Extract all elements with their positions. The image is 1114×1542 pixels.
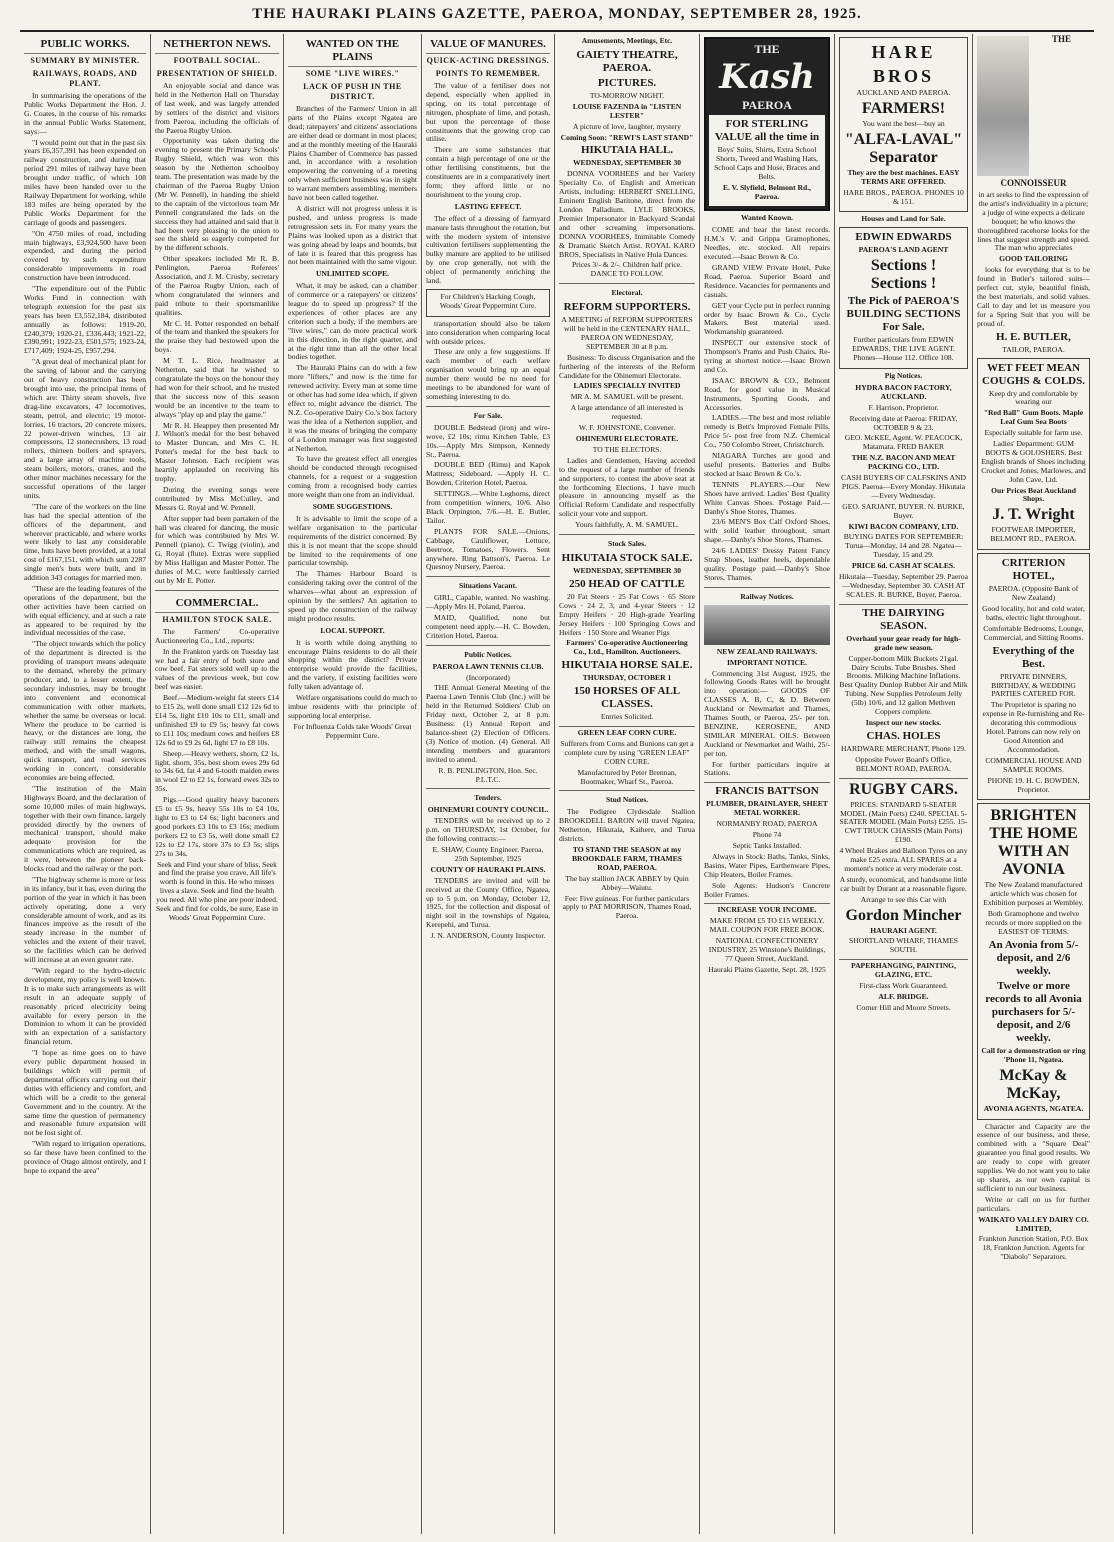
advert-title: CHAS. HOLES [866,729,941,742]
subheadline: SOME "LIVE WIRES." [305,69,400,78]
advert-text: "Red Ball" Gum Boots. Maple Leaf Gum Sea Boots [983,408,1084,427]
advert-text: ALF. BRIDGE. [878,992,929,1001]
paragraph: The Farmers' Co-operative Auctioneering Co., Ltd., reports: [155,626,279,645]
advert-text: A sturdy, economical, and handsome little car built by Durant at a reasonable figure. [839,874,968,893]
electoral-title: OHINEMURI ELECTORATE. [575,434,679,443]
advert-subtitle: GOOD TAILORING [999,254,1068,264]
section-label: Stud Notices. [605,795,649,805]
electoral-text: A MEETING of REFORM SUPPORTERS will be held in the CENTENARY HALL, PAEROA ON WEDNESDAY, SEPTEMBER 30 at 8 p.m. [561,315,693,351]
column-wanted-on-plains [283,34,421,1534]
show-time: TO-MORROW NIGHT. [589,90,665,100]
column-public-works [20,34,150,1534]
railway-title: NEW ZEALAND RAILWAYS. [716,646,818,656]
advert-title: INCREASE YOUR INCOME. [717,905,817,915]
railway-text: For further particulars inquire at Stations. [704,759,830,778]
advert-title: GREEN LEAF CORN CURE. [577,728,677,738]
advert-text: Twelve or more records to all Avonia purchasers for 5/- deposit, and 2/6 weekly. [985,979,1082,1044]
advert-text: FOOTWEAR IMPORTER, BELMONT RD., PAEROA. [990,525,1077,544]
paragraph: "The care of the workers on the line has had the special attention of the officers of the department, and wherever practicable, and where works were likely to last any considerable time, huts have been provided, at a total cost of £167,151, with which sum 2287 single men's huts were built, and in addition 343 cottages for married men. [24,501,146,583]
event-date: WEDNESDAY, SEPTEMBER 30 [572,158,682,168]
advert-text: FOR STERLING VALUE all the time in [714,118,820,143]
event-text: DONNA VOORHEES and her Variety Specialty Co. of English and American Artists, including: HERBERT SNELLING, Eminent English Baritone, direct from the London Palladium. LYLE BROOKS, Premier Impersonator in Backyard Scandal and other screaming impersonations. DONNA VOORHEES, Inimitable Comedy & Dramatic Sketch Artist. ROYAL KARO BROS, Specialists in Native Hula Dances. [559,169,695,259]
classified: INSPECT our extensive stock of Thompson's Prams and Push Chairs. Re-tyring at shortest notice.—Isaac Brown and Co. [704,338,830,374]
advert-text: Keep dry and comfortable by wearing our [989,388,1078,407]
advert-text: PAEROA'S LAND AGENT [858,245,949,255]
stud-text: The Pedigree Clydesdale Stallion BROOKDELL BARON will travel Ngatea, Netherton, Hikutaia, Kaihere, and Turua districts. [559,807,695,844]
pig-notice: F. Harrison, Proprietor. [868,402,939,412]
pig-notice: KIWI BACON COMPANY, LTD. [848,521,959,531]
paragraph: The Hauraki Plains can do with a few more "lifters," and now is the time for renewed activity. Every man at some time or other has had some idea which, if given effect to, might advance the district. The N.Z. Co-operative Dairy Co.'s box factory was the idea of a Netherton supplier, and it was the means of bringing the company of a London manager was first suggested at Netherton. [288,363,417,453]
advert-title: THE CONNOISSEUR [1000,34,1071,188]
advert-text: MAKE FROM £5 TO £15 WEEKLY. MAIL COUPON FOR FREE BOOK. [709,916,825,935]
paragraph: During the evening songs were contributed by Miss McCulley, and Messrs G. Royal and W. Pennell. [155,484,279,512]
logo-paeroa: PAEROA [742,98,792,112]
notice-subtitle: (Incorporated) [466,672,510,682]
gum-boots-advert [977,358,1090,551]
headline: COMMERCIAL. [155,597,279,613]
sale-date: WEDNESDAY, SEPTEMBER 30 [572,565,682,575]
paragraph: After supper had been partaken of the hall was cleared for dancing, the music for which was contributed by Mrs W. Pennell (piano), C. Twigg (violin), and G. Royal (flute). Extras were supplied by Miss Halligan and Master Potter. The duties of M.C. were faultlessly carried out by Mr E. Potter. [155,513,279,585]
kash-logo: Kash [719,57,815,97]
railway-text: Commencing 31st August, 1925, the following Goods Rates will be brought into operation:— GOODS OF CLASSES A, B, C, & D. Between Auckland or Newmarket and Thames, Thames South, or Paeroa, 25/- per ton. BENZINE, KEROSENE, AND SIMILAR MINERAL OILS. Between Auckland or Newmarket and Waihi, 25/- per ton. [704,668,830,758]
advert-title: PAPERHANGING, PAINTING, GLAZING, ETC. [851,961,956,980]
paragraph: Welfare organisations could do much to imbue residents with the principle of supporting local enterprise. [288,693,417,720]
advert-headline: FARMERS! [861,99,946,117]
electoral-signature: Yours faithfully, A. M. SAMUEL. [575,520,679,530]
pig-notice: THE N.Z. BACON AND MEAT PACKING CO., LTD. [851,453,956,472]
advert-text: NATIONAL CONFECTIONERY INDUSTRY, 25 Winstone's Buildings, 77 Queen Street, Auckland. [708,936,826,963]
advert-text: Inspect our new stocks. [865,717,942,727]
sale-headline: 150 HORSES OF ALL CLASSES. [573,685,681,711]
subheading: LASTING EFFECT. [454,201,522,211]
verse-advert: Seek and Find your share of bliss, Seek and find the praise you crave, All life's worth is found in this. He who misses lives a slave. Seek and find the health you need. All who pine are poor indeed. Seek and find for colds, be sure, Ease in Woods' Great Peppermint Cure. [156,859,278,922]
sale-headline: 250 HEAD OF CATTLE [569,577,685,590]
hall-name: HIKUTAIA HALL. [580,144,674,157]
advert-title: McKay & McKay, [999,1066,1068,1102]
advert-text: HARE BROS., PAEROA. PHONES 10 & 151. [843,187,964,206]
train-engraving [704,605,830,645]
advert-headline: "ALFA-LAVAL" Separator [844,130,963,166]
income-advert [704,903,830,974]
section-label: Tenders. [474,793,502,803]
classified: DOUBLE BED (Rimu) and Kapok Mattress; Sideboard. —Apply H. C. Bowden, Criterion Hotel, Paeroa. [426,460,550,488]
advert-text: HARDWARE MERCHANT, Phone 129. [841,743,966,753]
advert-text: E. V. Slyfield, Belmont Rd., Paeroa. [722,182,812,201]
paperhanging-advert [839,959,968,1013]
advert-text: HAURAKI AGENT. [870,925,937,935]
advert-text: Further particulars from EDWIN EDWARDS, THE LIVE AGENT. Phones—House 112. Office 108. [852,335,955,363]
section-railway-notices [704,587,830,779]
subheading: LOCAL SUPPORT. [320,625,385,635]
paragraph: These are only a few suggestions. If each member of each welfare organisation would bring up an equal number there would be no need for meetings to be abandoned for want of something interesting to do. [426,347,550,401]
sale-title: HIKUTAIA STOCK SALE. [561,551,693,564]
advert-title: WET FEET MEAN COUGHS & COLDS. [982,361,1085,387]
section-label: For Sale. [473,410,503,420]
remedy-advert: For Influenza Colds take Woods' Great Peppermint Cure. [293,721,412,740]
classified: LADIES.—The best and most reliable remedy is Bett's Improved Female Pills. Price 5/- post free from N.Z. Chemical Co., 750 Colombo Street, Christchurch. [704,413,830,450]
subheadline: SUMMARY BY MINISTER. [30,56,140,65]
electoral-signature: W. F. JOHNSTONE, Convener. [578,423,676,433]
column-kash-adverts [699,34,834,1534]
advert-text: Comfortable Bedrooms, Lounge, Commercial, and Sitting Rooms. [983,623,1084,642]
subheadline: POINTS TO REMEMBER. [435,69,541,78]
auctioneers: Farmers' Co-operative Auctioneering Co., Ltd., Hamilton. Auctioneers. [566,638,688,657]
avonia-advert [977,803,1090,1119]
film-title: LOUISE FAZENDA in "LISTEN LESTER" [572,101,682,120]
advert-text: AUCKLAND AND PAEROA. [856,88,951,97]
paragraph: transportation should also be taken into consideration when comparing local with outside prices. [426,318,550,346]
paragraph: Mr C. H. Potter responded on behalf of the team and thanked the speakers for the praise they had bestowed upon the boys. [155,318,279,355]
advert-text: Always in Stock: Baths, Tanks, Sinks, Basins, Water Pipes, Earthenware Pipes, Chip Heaters, Boiler Frames. [704,851,830,879]
paragraph: To have the greatest effect all energies should be conducted through recognised channels, for a request or a suggestion coming from a recognised body carries more weight than one from an individual. [288,454,417,500]
classified: 24/6 LADIES' Dressy Patent Fancy Strap Shoes, leather heels, dependable quality. Postage paid.—Danby's Shoe Stores, Thames. [704,546,830,582]
railway-subtitle: IMPORTANT NOTICE. [726,657,808,667]
paragraph: "The expenditure out of the Public Works Fund in connection with telegraph extension for the past six years has been £3,552,184, distributed annually as follows: 1919-20, £240,379; 1920-21, £336,443; 1921-22, £390,991; 1922-23, £501,575; 1923-24, £717,409; 1924-25, £957,294. [24,284,146,356]
advert-text: Frankton Junction Station, P.O. Box 18, Frankton Junction. Agents for "Diabolo" Separators. [978,1234,1089,1262]
classified: 23/6 MEN'S Box Calf Oxford Shoes, with solid leather throughout, smart shape.—Danby's Shoe Stores, Thames. [704,517,830,545]
notice-text: THE Annual General Meeting of the Paeroa Lawn Tennis Club (Inc.) will be held in the Returned Soldiers' Club on Friday next, October 2, at 8 p.m. Business: (1) Annual Report and balance-sheet (2) Election of Officers. (3) Notice of motion. (4) General. All intending members and guarantors invited to attend. [426,683,550,764]
electoral-title: REFORM SUPPORTERS. [563,301,691,314]
electoral-text: MR A. M. SAMUEL will be present. [570,392,684,402]
column-hare-bros [834,34,972,1534]
classified: TENNIS PLAYERS.—Our New Shoes have arrived. Ladies' Best Quality White Canvas Shoes. Postage Paid.—Danby's Shoe Stores, Thames. [704,479,830,516]
advert-text: Boys' Suits, Shirts, Extra School Shorts, Tweed and Washing Hats, School Caps and Hose, Braces and Belts. [714,145,820,181]
section-label: Situations Vacant. [459,581,517,591]
pig-notice: Receiving date at Paeroa: FRIDAY, OCTOBER 9 & 23. [849,413,958,432]
paragraph: Beef.—Medium-weight fat steers £14 to £15 2s, well done small £12 12s 6d to £14 5s, light £10 10s to £11, small and unfinished £9 to £9 5s; heavy fat cows to £11 10s; medium cows and heifers £8 12s 6d to £9 2s 6d, light £7 to £8 10s. [155,693,279,747]
classified: GET your Cycle put in perfect running order by Isaac Brown & Co., Cycle Makers. Best material used. Workmanship guaranteed. [704,300,830,337]
tender-signature: J. N. ANDERSON, County Inspector. [430,931,546,941]
paragraph: "The object towards which the policy of the department is directed is the providing of transport means adequate to the demand, whereby the primary producer, and, to a lesser extent, the secondary industries, may be brought into convenient and economical communication with other markets, whether the same be overseas or local. Where the produce to be carried is heavy, or the distances are long, the railway still remains the cheapest method, and with the small wagons, quick transport, and road services working in concert, considerable economies are being effected. [24,639,146,782]
kash-advert [704,37,830,211]
electoral-text: LADIES SPECIALLY INVITED [573,381,681,391]
advert-text: in art seeks to find the expression of the artist's individuality in a picture; a judge of wine expects a delicate bouquet; he who knows the thoroughbred racehorse looks for the lines that suggest strength and speed. The man who appreciates [977,190,1090,253]
advert-text: Arrange to see this Car with [860,894,947,904]
advert-text: They are the best machines. EASY TERMS ARE OFFERED. [847,167,960,186]
pig-notice: PRICE 6d. CASH AT SCALES. [851,561,956,571]
electoral-text: Business: To discuss Organisation and the furthering of the interests of the Reform Candidate for the Ohinemuri Electorate. [559,352,695,380]
headline: VALUE OF MANURES. [426,38,550,54]
headline: WANTED ON THE PLAINS [288,38,417,67]
subheadline: RAILWAYS, ROADS, AND PLANT. [32,69,138,88]
classified: DOUBLE Bedstead (iron) and wire-wove, £2 10s; rimu Kitchen Table, £3 10s.—Apply Mrs Simpson, Kennedy St., Paeroa. [426,422,550,459]
paragraph: Other speakers included Mr R. B. Penlington, Paeroa Referees' Association, and J. M. Crosby, secretary of the Paeroa Rugby Union, each of whom congratulated the winners and paid tribute to their sportsmanlike qualities. [155,254,279,317]
paragraph: It is worth while doing anything to encourage Plains residents to do all their shopping within the district? Private enterprise would provide the facilities, and the variety, if existing facilities were fully taken advantage of. [288,637,417,692]
advert-text: Copper-bottom Milk Buckets 21gal. Dairy Scrubs. Tube Brushes. Shed Brooms. Milking Machine Inflations. Best Quality Dunlop Rubber Air and Milk Tubing. New Supplies Petroleum Jelly (5lb) 10/6, and 12 gallon Methven Coppers complete. [839,653,968,717]
notice-signature: R. B. PENLINGTON, Hon. Sec. P.L.T.C. [438,765,538,784]
advert-text: PHONE 19. H. C. BOWDEN, Proprietor. [987,775,1080,794]
advert-text: Call for a demonstration or ring 'Phone 11, Ngatea. [981,1045,1086,1064]
paragraph: "With regard to irrigation operations, so far these have been confined to the province of Otago almost entirely, and I hope to expand the area" [24,1139,146,1175]
kash-advert-body [709,115,825,206]
advert-title: CRITERION HOTEL, [1001,557,1066,583]
advert-title: J. T. Wright [992,506,1075,524]
section-stock-sales [559,534,695,722]
green-leaf-advert [559,726,695,786]
film-tagline: A picture of love, laughter, mystery [573,121,681,131]
paragraph: It is advisable to limit the scope of a welfare organisation to the particular requirements of the district concerned. By this it is not meant that the scope should be limited to the requirements of one particular township. [288,513,417,568]
advert-text: Sufferers from Corns and Bunions can get a complete cure by using "GREEN LEAF" CORN CURE. [560,738,694,766]
advert-text: Ladies' Department: GUM BOOTS & GOLOSHERS. Best English brands of Shoes including Crocket and Jones, Marlowes, and John Cave, Ltd. [981,439,1086,484]
advert-text: Character and Capacity are the essence of our business, and these, combined with a "Square Deal" guarantee you final good results. We are ready to cope with greater supplies. We do not want you to take up shares, as our own capital is sufficient to run our business. [977,1121,1090,1193]
advert-text: Everything of the Best. [992,644,1075,670]
advert-text: SHORTLAND WHARF, THAMES SOUTH. [849,936,958,955]
section-for-sale [426,406,550,572]
masthead: THE HAURAKI PLAINS GAZETTE, PAEROA, MONDAY, SEPTEMBER 28, 1925. [252,6,862,22]
advert-text: PAEROA. (Opposite Bank of New Zealand) [988,584,1079,603]
section-label: Amusements, Meetings, Etc. [581,36,673,45]
rugby-cars-advert [839,778,968,956]
hare-logo: HARE [871,42,936,62]
subheadline: PRESENTATION OF SHIELD. [156,69,278,78]
paragraph: The Thames Harbour Board is considering taking over the control of the wharves—what about an expression of opinion by the settlers? An agitation to speed up the construction of the railway might produce results. [288,569,417,623]
paragraph: Branches of the Farmers' Union in all parts of the Plains except Ngatea are dead; ratepayers' and citizens' associations are either dead or dormant in most places; and at the monthly meeting of the Hauraki Plains Chamber of Commerce has passed and, in accordance with a resolution empowering the convening of a meeting only when sufficient business was in sight to warrant members assembling, members have not been called together. [288,104,417,203]
advert-text: PRIVATE DINNERS, BIRTHDAY, & WEDDING PARTIES CATERED FOR. [991,671,1076,699]
sale-list: 20 Fat Steers · 25 Fat Cows · 65 Store Cows · 24 2, 3, and 4-year Steers · 12 Empty Heifers · 20 High-grade Yearling Jersey Heifers · 100 Springing Cows and Heifers · 150 Store and Weaner Pigs [559,591,695,637]
advert-text: The Pick of PAEROA'S BUILDING SECTIONS For Sale. [846,295,961,334]
paragraph: "The highway scheme is more or less in its infancy, but it has, even during the portion of the year in which it has been actively operating, done a very considerable amount of work, and as its finances improve as the result of the steady increase in the number of vehicles and the extent of their travel, so the facilities which can be derived will increase at an even greater rate. [24,874,146,965]
section-label: Houses and Land for Sale. [861,214,946,224]
coming-soon: Coming Soon: "REWI'S LAST STAND" [560,132,694,142]
advert-text: Write or call on us for further particulars. [977,1194,1090,1213]
sale-title: HIKUTAIA HORSE SALE. [561,659,693,672]
tender-text: TENDERS will be received up to 2 p.m. on THURSDAY, 1st October, for the following contracts:— [426,816,550,844]
tender-text: TENDERS are invited and will be received at the County Office, Ngatea, up to 5 p.m. on Monday, October 12, 1925, for the collection and disposal of night soil in the townships of Ngatea, Kerepehi, and Turua. [426,875,550,930]
advert-text: You want the best—buy an [862,118,945,128]
headline: PUBLIC WORKS. [24,38,146,54]
tender-title: OHINEMURI COUNTY COUNCIL. [427,805,549,815]
paragraph: The value of a fertiliser does not depend, especially when applied in spring, on its total percentage of nitrogen, phosphate of lime, and potash, but upon the percentage of those constituents that the growing crop can utilise. [426,81,550,144]
paragraph: M T. L. Rice, headmaster at Netherton, said that he wished to congratulate the boys on the honour they had won for their school, and he trusted that the success now of this season would be an incentive to the team to always "play up and play the game." [155,356,279,419]
sale-date: THURSDAY, OCTOBER 1 [582,673,672,683]
section-label: Stock Sales. [608,539,646,549]
classified: GRAND VIEW Private Hotel, Puke Road, Paeroa. Superior Board and Residence. Vacancies for permanents and casuals. [704,262,830,299]
advert-text: Manufactured by Peter Brennan, Bootmaker, Wharf St., Paeroa. [577,767,677,786]
paragraph: A district will not progress unless it is pushed, and unless progress is made retrogression sets in. For many years the Plains was looked upon as a district that was going ahead by leaps and bounds, but of late it is feared that this progress has not been maintained with the same vigour. [288,203,417,267]
pig-notice: BUYING DATES FOR SEPTEMBER: Turua—Monday, 14 and 28. Ngatea—Tuesday, 15 and 29. [843,532,964,560]
paragraph: Pigs.—Good quality heavy baconers £5 to £5 9s, heavy 55s 10s to £4 10s, light to £3 to £4 6s; light baconers and good porkers £3 10s to £3 16s; medium porkers £2 to £3 5s, well done small £2 12s to £2 17s, store 37s to £3 5s; slips 27s to 34s. [155,795,279,858]
section-electoral [559,283,695,530]
subheadline: LACK OF PUSH IN THE DISTRICT. [303,82,402,101]
advert-text: TAILOR, PAEROA. [1002,344,1065,354]
tender-title: COUNTY OF HAURAKI PLAINS. [430,864,546,874]
electoral-text: TO THE ELECTORS. [592,444,662,454]
subheadline: QUICK-ACTING DRESSINGS. [426,56,550,65]
column-value-of-manures [421,34,554,1534]
section-tenders [426,788,550,941]
paragraph: "I hope as time goes on to have every public department housed in buildings which will permit of departmental officers carrying out their duties with efficiency and comfort, and which will be a credit to the general Government and to the country. At the same time the question of permanency and reasonable future expansion will not be lost sight of. [24,1048,146,1138]
paragraph: Sheep.—Heavy wethers, shorn, £2 1s, light, shorn, 35s, best shorn ewes 29s 6d to 34s 6d, fat 4 and 6-tooth maiden ewes in wool £2 to £2 1s, forward ewes 32s to 35s. [155,748,279,794]
section-label: Wanted Known. [740,213,794,223]
advert-title: THE DAIRYING SEASON. [862,606,945,632]
subheadline: HAMILTON STOCK SALE. [162,614,272,624]
pig-notice: Hikutaia—Tuesday, September 29. Paeroa—Wednesday, September 30. CASH AT SCALES. R. BURKE, Buyer, Paeroa. [839,572,968,599]
advert-text: Septic Tanks Installed. [732,841,802,850]
column-netherton-news [150,34,283,1534]
advert-text: Good locality, hot and cold water, baths, electric light throughout. [982,604,1085,622]
paragraph: "I would point out that in the past six years £6,357,391 has been expended on railway construction, and during that period 291 miles of railway have been brought under traffic, of which 108 miles have been handed over to the Railway Department for working, while 183 miles are being operated by the Public Works Department for the carriage of goods and passengers. [24,137,146,227]
hare-bros-advert [839,37,968,212]
advert-text: Phone 74 [752,830,782,840]
advert-text: NORMANBY ROAD, PAEROA [716,819,818,829]
pig-notice: GEO. McKEE, Agent. W. PEACOCK, Matamata. FRED BAKER [844,433,963,452]
advert-text: The Proprietor is sparing no expense in Re-furnishing and Re-decorating this commodious Hotel. Patrons can now rely on Good Attention and Accommodation. [982,700,1085,754]
stud-text: The bay stallion JACK ABBEY by Quin Abbey—Waiutu. [565,873,689,892]
advert-title: WAIKATO VALLEY DAIRY CO. LIMITED, [978,1214,1089,1233]
criterion-hotel-advert [977,553,1090,800]
paragraph: "The institution of the Main Highways Board, and the declaration of some 10,000 miles of main highways, together with their own finance, largely provided directly by the owners of mechanical transport, should make adequate provision for the communications which are required, as it were, between the pioneer back-blocks road and the railway or the port. [24,783,146,874]
paragraph: "With regard to the hydro-electric development, my policy is well known. It is to make such arrangements as will result in an adequate supply of reasonably priced electricity being available for every person in the Dominion to whom it can be provided with an expectation of a satisfactory financial return. [24,966,146,1047]
advert-title: Gordon Mincher [845,906,962,924]
pig-notice: HYDRA BACON FACTORY, AUCKLAND. [855,382,952,401]
paragraph: In summarising the operations of the Public Works Department the Hon. J. G. Coates, in the course of his remarks in the annual Public Works Statement, says:— [24,91,146,136]
advert-title: EDWIN EDWARDS [855,231,952,244]
classified: COME and hear the latest records. H.M.'s V. and Grippa Gramophones, Needles, etc. stocked. All repairs executed.—Isaac Brown & Co. [704,225,830,262]
advert-text: Sole Agents: Hudson's Concrete Boiler Frames. [704,880,830,899]
sale-note: Entries Solicited. [600,712,654,722]
theatre-name: GAIETY THEATRE, PAEROA. [576,48,678,74]
paragraph: The effect of a dressing of farmyard manure lasts throughout the rotation, but with the modern system of intensive cultivation fertilisers supplementing the bulky manure are applied to be utilised by one crop generally, not with the object of permanently enriching the land. [426,213,550,286]
section-commercial [155,590,279,923]
battson-advert [704,782,830,899]
advert-text: Corner Hill and Moore Streets. [856,1002,951,1012]
advert-text: AVONIA AGENTS, NGATEA. [983,1103,1084,1113]
advert-title: FRANCIS BATTSON [715,785,819,798]
advert-text: The New Zealand manufactured article which was chosen for Exhibition purposes at Wembley. [983,880,1084,908]
advert-text: 4 Wheel Brakes and Balloon Tyres on any make £25 extra. ALL SPARES at a moment's notice at very moderate cost. [839,846,968,873]
section-label: Pig Notices. [884,370,923,380]
paragraph: Mr R. H. Heappey then presented Mr J. Wilson's medal for the best behaved to Master Duncan, and Mrs C. H. Potter's medal for the best back to Master Johnson. Each recipient was heartily applauded on receiving his trophy. [155,420,279,483]
advert-title: BRIGHTEN THE HOME WITH AN AVONIA [989,807,1078,879]
advert-text: An Avonia from 5/- deposit, and 2/6 weekly. [988,938,1079,977]
classified: SETTINGS.—White Leghorns, direct from competition winners, 10/6. Also Black Orpington, 7/6.—H. E. Butler, Tailor. [426,489,550,525]
advert-text: looks for everything that is to be found in Butler's tailored suits—perfect cut, style, beautiful finish, the best materials, and solid values. Call to day and let us measure you for a Spring Suit that you will be proud of. [977,265,1090,328]
tender-signature: E. SHAW, County Engineer. Paeroa, 25th September, 1925 [432,844,544,863]
advert-text: Especially suitable for farm use. [984,428,1083,438]
advert-text: Overhaul your gear ready for high-grade new season. [846,633,961,652]
section-situations-vacant [426,576,550,640]
headline: NETHERTON NEWS. [155,38,279,54]
pictures-title: PICTURES. [597,76,657,89]
section-label: Railway Notices. [740,591,794,601]
tailor-portrait-image [977,36,1029,176]
pig-notice: CASH BUYERS OF CALFSKINS AND PIGS. Paeroa—Every Monday. Hikutaia—Every Wednesday. [841,473,966,500]
classified: NIAGARA Torches are good and useful presents. Batteries and Bulbs stocked at Isaac Brown & Co.'s. [704,451,830,478]
column-connoisseur [972,34,1094,1534]
dairying-advert [839,604,968,774]
masthead-rule [20,30,1094,32]
paragraph: "A great deal of mechanical plant for the saving of labour and the carrying out of heavy construction has been brought into use, the principal items of which are: Thirty steam shovels, five drag-line excavators, 47 locomotives, steam, petrol, and electric; 19 motor-lorries, 16 tractors, 20 concrete mixers, 22 power-driven winches, 13 air compressors, 12 stonecrushers, 13 road rollers, thirteen boilers and sprayers, and a large array of machine tools, steam boilers, motors, cranes, and the other minor machines necessary for the successful operations of the larger units. [24,357,146,500]
paragraph: An enjoyable social and dance was held in the Netherton Hall on Thursday of last week, and was largely attended by settlers of the district and visitors from Paeroa, including the officials of the Paeroa Rugby Union. [155,81,279,135]
subheading: UNLIMITED SCOPE. [316,269,389,279]
stud-text: Fee: Five guineas. For further particulars apply to PAT MORRISON, Thames Road, Paeroa. [562,893,692,921]
advert-text: First-class Work Guaranteed. [859,981,948,991]
section-label: Electoral. [611,288,643,298]
paragraph: What, it may be asked, can a chamber of commerce or a ratepayers' or citizens' league do to speed up progress? If the experiences of other places are any criterion such a body, if the members are "live wires," can do more practical work in this direction, in the right quarter, and at the right time than all the other local bodies together. [288,281,417,362]
advert-text: Opposite Power Board's Office, BELMONT ROAD, PAEROA. [855,754,952,773]
advert-title: H. E. BUTLER, [996,330,1071,343]
section-label: Public Notices. [464,649,512,659]
remedy-advert [426,289,550,317]
advert-text: Our Prices Beat Auckland Shops. [991,485,1076,504]
advert-text: PRICES: STANDARD 5-SEATER MODEL (Main Ports) £240. SPECIAL 5-SEATER MODEL (Main Ports) £255. 15-CWT TRUCK CHASSIS (Main Ports) £190. [839,799,968,845]
advert-text: PLUMBER, DRAINLAYER, SHEET METAL WORKER. [706,799,828,818]
column-amusements [554,34,699,1534]
paragraph: There are some substances that contain a high percentage of one or the other fertilising constituents, but the constituents are in a comparatively inert form; they afford little or no nourishment to the young crop. [426,145,550,199]
electoral-text: A large attendance of all interested is requested. [570,403,684,422]
bros-logo: BROS [872,66,935,86]
event-prices: Prices 3/- & 2/-. Children half price. DANCE TO FOLLOW. [571,260,683,279]
advert-text: COMMERCIAL HOUSE AND SAMPLE ROOMS. [985,755,1082,774]
paragraph: "On 4750 miles of road, including main highways, £3,924,500 have been expended, and during the period covered by such expenditure considerable improvements in road construction have been introduced. [24,228,146,283]
advert-title: RUGBY CARS. [849,780,958,798]
advert-text: For Children's Hacking Cough, Woods' Great Peppermint Cure. [439,291,537,310]
paragraph: "These are the leading features of the operations of the department, but the other activities have been carried on with equal efficiency, and at such a rate as appeared to be required by the individual necessities of the case. [24,583,146,638]
paragraph: Opportunity was taken during the evening to present the Primary Schools' Rugby Shield, which was won this season by the Netherton schoolboy team. The presentation was made by the chairman of the Paeroa Rugby Union (Mr W. Pennell), in handing the shield to the captain of the victorious team Mr Pennell congratulated the lads on the success they had attained and said that it had been very pleasing to the union to see the shield so eagerly competed for by the different schools. [155,136,279,253]
advert-text: Both Gramophone and twelve records or more supplied on the EASIEST OF TERMS. [985,909,1082,936]
classified: GIRL, Capable, wanted. No washing.—Apply Mrs H. Poland, Paeroa. [426,593,550,612]
notice-title: PAEROA LAWN TENNIS CLUB. [432,661,544,671]
subheading: SOME SUGGESTIONS. [312,501,393,511]
electoral-text: Ladies and Gentlemen, Having acceded to the request of a large number of friends and supporters, to contest the above seat at the forthcoming Elections, I have much pleasure in announcing myself as the Official Reform Candidate and respectfully solicit your vote and support. [559,455,695,519]
edwin-edwards-advert [839,227,968,369]
pig-notice: GEO. SARJANT, BUYER. N. BURKE, Buyer. [842,501,965,520]
logo-the: THE [754,42,780,56]
classified: MAID, Qualified, none but competent need apply.—H. C. Bowden, Criterion Hotel, Paeroa. [426,613,550,640]
section-stud-notices [559,790,695,921]
classified: ISAAC BROWN & CO., Belmont Road, for good value in Musical Instruments, Sporting Goods, and Accessories. [704,375,830,412]
stud-text: TO STAND THE SEASON at my BROOKDALE FARM, THAMES ROAD, PAEROA. [571,845,683,872]
advert-headline: Sections ! Sections ! [870,257,937,293]
section-public-notices [426,645,550,785]
classified: PLANTS FOR SALE.—Onions, Cabbage, Cauliflower, Lettuce, Beetroot, Tomatoes, Flowers. Sent anywhere. Ring Battson's, Paeroa. Le Quesnoy Nursery, Paeroa. [426,526,550,572]
coupon-footer: Hauraki Plains Gazette, Sept. 28, 1925 [708,964,826,974]
paragraph: In the Frankton yards on Tuesday last we had a fair entry of both store and cow beef. Fat steers sold well up to the values of the previous week, but cow beef was easier. [155,646,279,692]
subheadline: FOOTBALL SOCIAL. [173,56,261,65]
